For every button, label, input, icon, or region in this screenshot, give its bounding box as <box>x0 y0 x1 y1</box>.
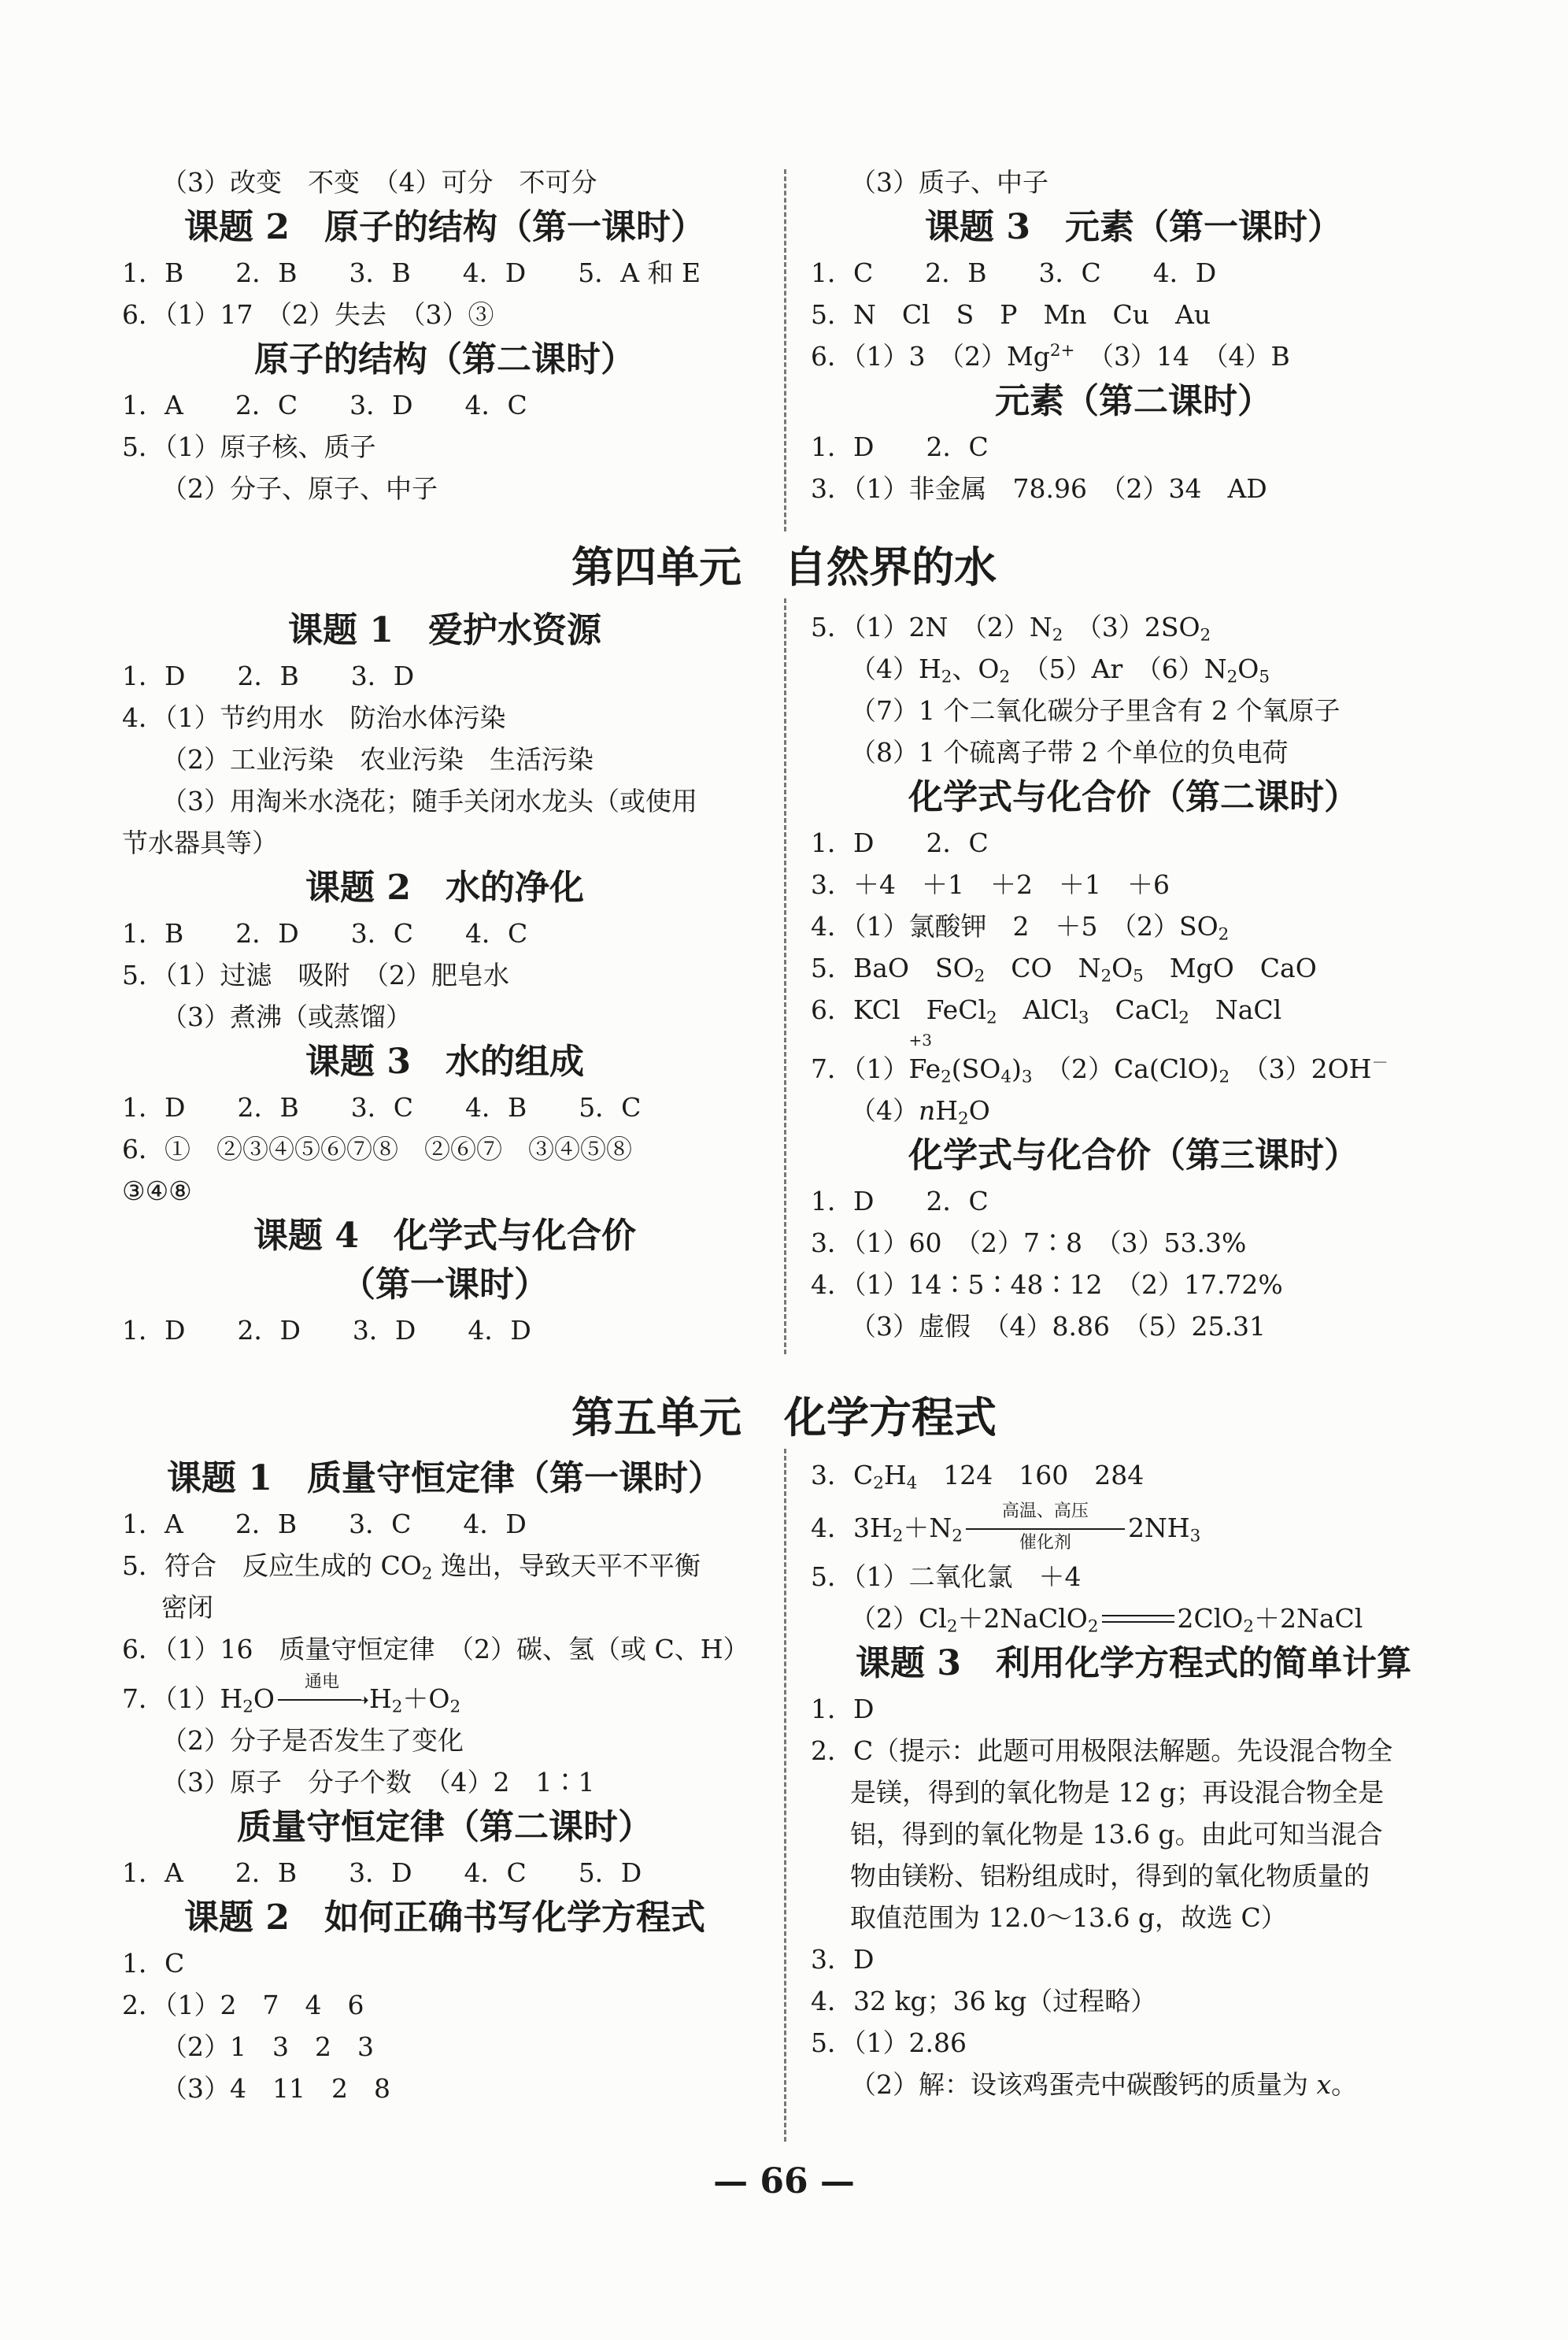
text: NaCl <box>1189 994 1282 1025</box>
subscript: 2 <box>421 1564 433 1584</box>
answer-line: （2）分子、原子、中子 <box>161 473 438 504</box>
text: （3）2OH <box>1230 1053 1372 1084</box>
answer-line: 1．B 2．B 3．B 4．D 5．A 和 E <box>122 257 701 288</box>
lesson-heading: 原子的结构（第二课时） <box>254 339 635 380</box>
subscript: 2 <box>999 667 1011 687</box>
text: (SO <box>951 1053 1001 1084</box>
answer-line: 6．① ②③④⑤⑥⑦⑧ ②⑥⑦ ③④⑤⑧ <box>122 1134 632 1164</box>
text: 。 <box>1331 2069 1358 2100</box>
top-right-column <box>811 161 1456 509</box>
answer-line: 1．D 2．D 3．D 4．D <box>122 1315 531 1346</box>
lesson-heading: 课题 1 爱护水资源 <box>288 610 601 650</box>
superscript: － <box>1371 1053 1389 1074</box>
answer-line: 1．D <box>811 1694 875 1724</box>
subscript: 2 <box>1052 625 1063 646</box>
text: （2）Cl <box>850 1603 947 1634</box>
answer-line: （3）用淘米水浇花；随手关闭水龙头（或使用 <box>161 786 697 816</box>
lesson-heading: 课题 3 元素（第一课时） <box>925 207 1342 247</box>
answer-line: ③④⑧ <box>122 1176 192 1206</box>
answer-line: 5．N Cl S P Mn Cu Au <box>811 299 1211 330</box>
text: 5．符合 反应生成的 CO <box>122 1550 422 1581</box>
reaction-arrow <box>275 1672 369 1720</box>
answer-line: 4．32 kg；36 kg（过程略） <box>811 1986 1157 2016</box>
unit-title: 第四单元 自然界的水 <box>571 542 997 592</box>
answer-line: 3．D <box>811 1944 875 1975</box>
column-divider-unit5 <box>784 1449 786 2142</box>
answer-line: （3）煮沸（或蒸馏） <box>161 1002 412 1032</box>
reaction-equals <box>1099 1598 1178 1639</box>
text: ＋2NaCl <box>1254 1603 1363 1634</box>
subscript: 2 <box>986 1008 997 1028</box>
subscript: 5 <box>1133 966 1144 987</box>
lesson-heading: 课题 2 水的净化 <box>305 868 584 908</box>
subscript: 2 <box>1226 667 1238 687</box>
subscript: 2 <box>873 1473 884 1494</box>
subscript: 2 <box>391 1697 403 1717</box>
subscript: 4 <box>906 1473 918 1494</box>
column-divider-unit4 <box>784 598 786 1354</box>
answer-line <box>811 905 1456 947</box>
answer-line: 6．（1）17 （2）失去 （3）③ <box>122 299 494 330</box>
arrow-head-icon: ➝ <box>353 1689 369 1711</box>
equals-line <box>966 1528 1125 1530</box>
text: ＋N <box>903 1512 952 1543</box>
subscript: 5 <box>1259 667 1270 687</box>
answer-line: 1．B 2．D 3．C 4．C <box>122 918 528 949</box>
text: O <box>253 1683 275 1714</box>
subscript: 2 <box>952 1526 963 1546</box>
text: O <box>1111 953 1133 983</box>
text: H <box>368 1683 392 1714</box>
answer-line: 1．C 2．B 3．C 4．D <box>811 257 1217 288</box>
column-divider-top <box>784 169 786 531</box>
superscript: 2+ <box>1049 341 1075 361</box>
answer-line <box>811 1090 1456 1131</box>
answer-line: 取值范围为 12.0～13.6 g，故选 C） <box>850 1902 1287 1933</box>
answer-line: （8）1 个硫离子带 2 个单位的负电荷 <box>850 737 1289 768</box>
answer-line: （2）工业污染 农业污染 生活污染 <box>161 744 594 775</box>
subscript: 2 <box>1219 1067 1230 1087</box>
answer-line: 节水器具等） <box>122 828 278 858</box>
text: CO N <box>985 953 1101 983</box>
unit-title: 第五单元 化学方程式 <box>571 1392 997 1442</box>
answer-line: 6．（1）16 质量守恒定律 （2）碳、氢（或 C、H） <box>122 1634 749 1664</box>
answer-line: （2）1 3 2 3 <box>161 2031 374 2062</box>
answer-line: 密闭 <box>161 1592 213 1623</box>
unit5-left-column <box>122 1454 767 2109</box>
answer-line: 3．（1）非金属 78.96 （2）34 AD <box>811 473 1267 504</box>
answer-line: 1．D 2．B 3．D <box>122 661 415 691</box>
answer-line: 铝，得到的氧化物是 13.6 g。由此可知当混合 <box>850 1819 1383 1849</box>
text: （4）H <box>850 653 941 684</box>
answer-line: 2．（1）2 7 4 6 <box>122 1990 364 2020</box>
subscript: 2 <box>1243 1616 1254 1637</box>
text: 4．3H <box>811 1512 893 1543</box>
valence-mark: +3 <box>908 1031 932 1050</box>
answer-line: 1．A 2．B 3．C 4．D <box>122 1509 527 1539</box>
text: x <box>1316 2069 1332 2100</box>
text: 逸出，导致天平不平衡 <box>432 1550 701 1581</box>
text: ) <box>1011 1053 1022 1084</box>
answer-line <box>811 1598 1456 1639</box>
text: 6．（1）3 （2）Mg <box>811 341 1050 372</box>
answer-line: 4．（1）14∶5∶48∶12 （2）17.72% <box>811 1269 1283 1300</box>
lesson-heading: 化学式与化合价（第二课时） <box>908 777 1359 817</box>
text: H <box>883 1460 907 1490</box>
text: 5．BaO SO <box>811 953 974 983</box>
text: （5）Ar （6）N <box>1010 653 1227 684</box>
subscript: 2 <box>242 1697 253 1717</box>
text: Fe <box>908 1053 941 1084</box>
valence-formula <box>908 1031 941 1090</box>
lesson-heading: 课题 3 水的组成 <box>305 1042 584 1082</box>
text: H <box>935 1095 959 1126</box>
lesson-heading: 课题 2 原子的结构（第一课时） <box>184 207 705 247</box>
subscript: 2 <box>1087 1616 1099 1637</box>
subscript: 3 <box>1189 1526 1201 1546</box>
text: 2NH <box>1127 1512 1190 1543</box>
answer-line: （2）分子是否发生了变化 <box>161 1725 464 1756</box>
subscript: 2 <box>958 1109 969 1129</box>
lesson-heading: （第一课时） <box>341 1264 549 1305</box>
reaction-condition: 高温、高压 <box>1001 1501 1089 1521</box>
answer-line <box>122 1545 767 1587</box>
text: 、O <box>952 653 1000 684</box>
answer-line: 1．A 2．B 3．D 4．C 5．D <box>122 1857 642 1888</box>
equals-line <box>1102 1615 1174 1623</box>
lesson-heading: 化学式与化合价（第三课时） <box>908 1135 1359 1176</box>
text: AlCl <box>997 994 1078 1025</box>
answer-line <box>811 1501 1456 1556</box>
answer-line: 1．D 2．C <box>811 1186 989 1216</box>
arrow-line <box>278 1699 361 1701</box>
text: 4．（1）氯酸钾 2 ＋5 （2）SO <box>811 911 1219 942</box>
answer-line <box>811 606 1456 648</box>
subscript: 2 <box>1200 625 1211 646</box>
answer-line: 物由镁粉、铝粉组成时，得到的氧化物质量的 <box>850 1861 1370 1891</box>
answer-line <box>811 1454 1456 1496</box>
text: 5．（1）2N （2）N <box>811 612 1052 642</box>
answer-line: （7）1 个二氧化碳分子里含有 2 个氧原子 <box>850 695 1341 726</box>
lesson-heading: 课题 3 利用化学方程式的简单计算 <box>856 1643 1411 1683</box>
answer-line <box>122 1672 767 1720</box>
text: MgO CaO <box>1143 953 1317 983</box>
answer-line: （3）质子、中子 <box>850 167 1048 198</box>
answer-line <box>811 335 1456 377</box>
unit4-right-column <box>811 606 1456 1347</box>
answer-line <box>811 2064 1456 2105</box>
subscript: 4 <box>1000 1067 1011 1087</box>
text: ＋2NaClO <box>957 1603 1088 1634</box>
reaction-condition: 催化剂 <box>1019 1533 1071 1553</box>
text: 6．KCl FeCl <box>811 994 986 1025</box>
answer-line <box>811 947 1456 989</box>
answer-line: （3）4 11 2 8 <box>161 2073 390 2104</box>
text: （3）14 （4）B <box>1074 341 1290 372</box>
answer-line: （3）原子 分子个数 （4）2 1∶1 <box>161 1767 595 1798</box>
subscript: 3 <box>1078 1008 1089 1028</box>
answer-line: 1．D 2．C <box>811 828 989 858</box>
answer-line: 4．（1）节约用水 防治水体污染 <box>122 702 506 733</box>
subscript: 2 <box>1100 966 1112 987</box>
unit4-left-column <box>122 606 767 1351</box>
text: 2ClO <box>1177 1603 1244 1634</box>
answer-line: （3）改变 不变 （4）可分 不可分 <box>161 167 597 198</box>
text: （2）Ca(ClO) <box>1032 1053 1219 1084</box>
page-number: — 66 — <box>713 2161 855 2201</box>
answer-line: 3．（1）60 （2）7∶8 （3）53.3% <box>811 1227 1247 1258</box>
text: （3）2SO <box>1063 612 1200 642</box>
text: 3．C <box>811 1460 874 1490</box>
text: 7．（1） <box>811 1053 909 1084</box>
answer-line: 1．D 2．C <box>811 431 989 462</box>
answer-line: 2．C（提示：此题可用极限法解题。先设混合物全 <box>811 1735 1393 1766</box>
answer-line: 5．（1）原子核、质子 <box>122 431 376 462</box>
answer-line: 3．＋4 ＋1 ＋2 ＋1 ＋6 <box>811 869 1170 900</box>
subscript: 2 <box>941 667 952 687</box>
answer-line: 1．C <box>122 1948 185 1979</box>
lesson-heading: 元素（第二课时） <box>995 381 1272 421</box>
answer-line: 1．D 2．B 3．C 4．B 5．C <box>122 1092 642 1123</box>
lesson-heading: 质量守恒定律（第二课时） <box>237 1807 653 1847</box>
top-left-column <box>122 161 767 509</box>
subscript: 2 <box>449 1697 461 1717</box>
subscript: 2 <box>1178 1008 1189 1028</box>
text: CaCl <box>1089 994 1179 1025</box>
answer-line: 5．（1）2.86 <box>811 2027 967 2058</box>
answer-line: （3）虚假 （4）8.86 （5）25.31 <box>850 1311 1266 1342</box>
subscript: 2 <box>946 1616 958 1637</box>
answer-line: 5．（1）过滤 吸附 （2）肥皂水 <box>122 960 509 990</box>
text: ＋O <box>402 1683 450 1714</box>
text: O <box>1237 653 1259 684</box>
text: （4） <box>850 1095 919 1126</box>
answer-line <box>811 648 1456 690</box>
answer-line: 1．A 2．C 3．D 4．C <box>122 390 527 420</box>
answer-line <box>811 1031 1456 1090</box>
text: 124 160 284 <box>917 1460 1145 1490</box>
text: O <box>968 1095 990 1126</box>
lesson-heading: 课题 2 如何正确书写化学方程式 <box>184 1898 705 1938</box>
subscript: 2 <box>941 1067 952 1087</box>
answer-line: 是镁，得到的氧化物是 12 g；再设混合物全是 <box>850 1777 1385 1808</box>
reaction-equals <box>963 1501 1128 1553</box>
subscript: 2 <box>974 966 986 987</box>
answer-line <box>811 989 1456 1031</box>
lesson-heading: 课题 1 质量守恒定律（第一课时） <box>167 1458 723 1498</box>
text: （2）解：设该鸡蛋壳中碳酸钙的质量为 <box>850 2069 1317 2100</box>
answer-line: 5．（1）二氧化氯 ＋4 <box>811 1561 1082 1592</box>
reaction-condition: 通电 <box>304 1672 339 1692</box>
subscript: 2 <box>892 1526 904 1546</box>
subscript: 2 <box>1218 924 1230 945</box>
text: n <box>919 1095 936 1126</box>
text: 7．（1）H <box>122 1683 243 1714</box>
unit5-right-column <box>811 1454 1456 2105</box>
subscript: 3 <box>1021 1067 1033 1087</box>
lesson-heading: 课题 4 化学式与化合价 <box>253 1216 636 1256</box>
